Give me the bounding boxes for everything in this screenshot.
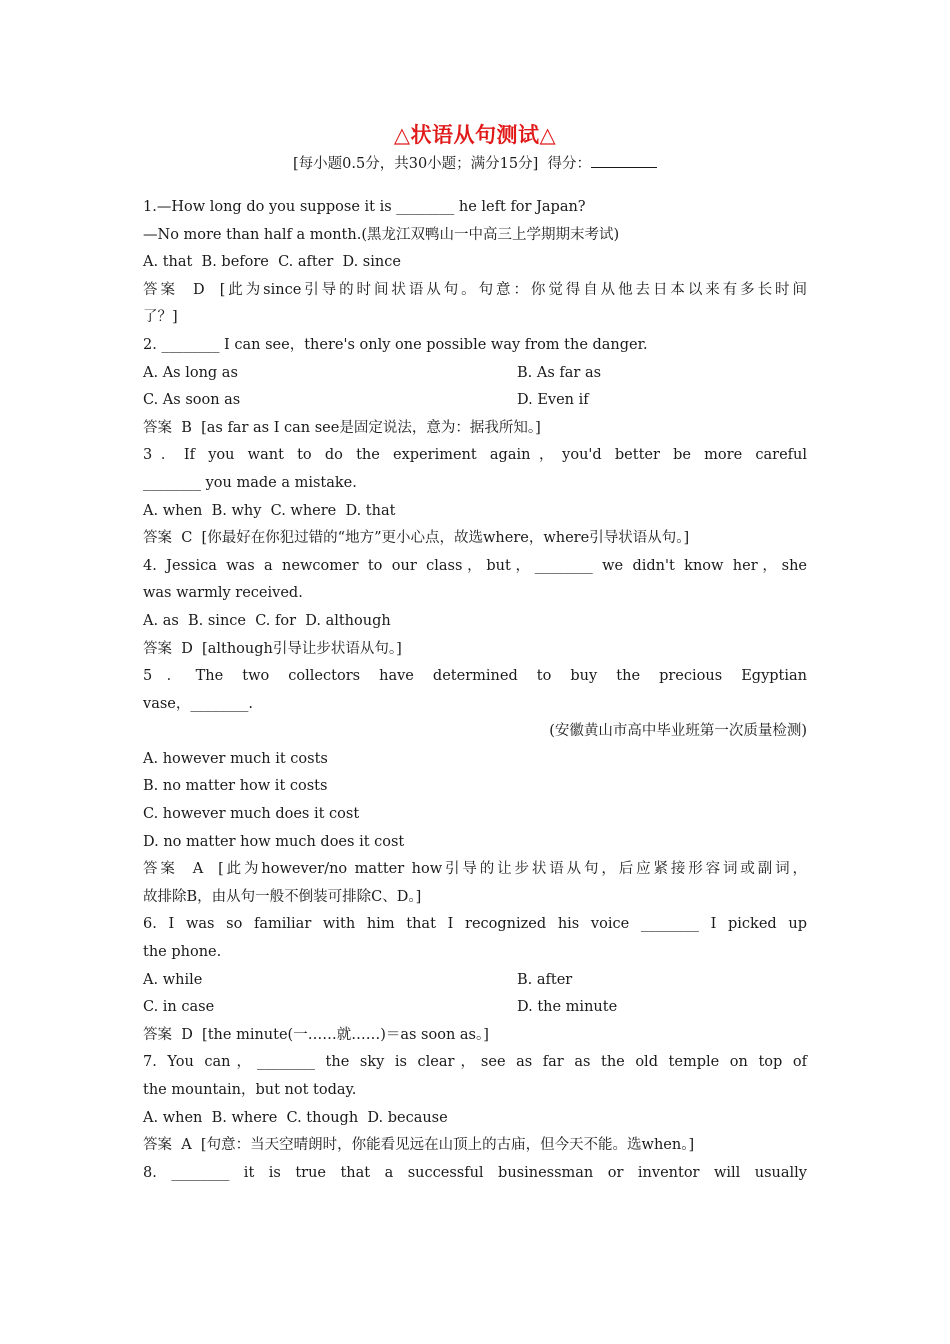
question-item [143, 194, 807, 332]
question-stem-line: 1.—How long do you suppose it is ________ he left for Japan? [143, 199, 586, 215]
question-stem-line: —No more than half a month.(黑龙江双鸭山一中高三上学期期末考试) [143, 226, 620, 243]
option-c: C. however much does it cost [143, 806, 360, 823]
answer-line: 答案 D [the minute(一……就……)＝as soon as。] [143, 1026, 489, 1043]
option-b: B. As far as [517, 364, 602, 381]
question-item [143, 1049, 807, 1159]
answer-line: 答案 C [你最好在你犯过错的“地方”更小心点，故选where，where引导状语从句。] [143, 530, 690, 547]
question-stem-line: the phone. [143, 944, 222, 961]
score-info-text: [每小题0.5分，共30小题；满分15分] 得分： [293, 156, 591, 172]
question-item [143, 1160, 807, 1188]
option-b: B. no matter how it costs [143, 778, 328, 795]
question-item [143, 911, 807, 1049]
question-stem-line: 4. Jessica was a newcomer to our class，but，________ we didn't know her，she [143, 557, 807, 574]
question-item [143, 442, 807, 552]
question-options: A. when B. where C. though D. because [143, 1109, 448, 1126]
score-info [143, 152, 807, 176]
options-row [143, 360, 807, 388]
answer-line: 答案 B [as far as I can see是固定说法，意为：据我所知。] [143, 419, 541, 436]
option-b: B. after [517, 971, 573, 988]
option-a: A. however much it costs [143, 750, 328, 767]
question-source: (安徽黄山市高中毕业班第一次质量检测) [549, 723, 807, 740]
question-stem-line: 8. ________ it is true that a successful businessman or inventor will usually [143, 1164, 807, 1181]
question-stem-line: the mountain，but not today. [143, 1082, 357, 1098]
question-options: A. as B. since C. for D. although [143, 612, 391, 629]
option-c: C. As soon as [143, 392, 241, 409]
question-stem-line: 6. I was so familiar with him that I recognized his voice ________ I picked up [143, 916, 807, 933]
question-item [143, 553, 807, 663]
option-d: D. no matter how much does it cost [143, 833, 405, 850]
question-item [143, 663, 807, 911]
option-a: A. while [143, 971, 203, 988]
score-blank [591, 153, 657, 168]
question-options: A. when B. why C. where D. that [143, 502, 396, 519]
answer-line: 答案 D [此为since引导的时间状语从句。句意：你觉得自从他去日本以来有多长时间 [143, 281, 807, 298]
question-item [143, 332, 807, 442]
options-row [143, 387, 807, 415]
question-list [143, 194, 807, 1187]
option-d: D. the minute [517, 999, 618, 1016]
question-stem-line: 3．If you want to do the experiment again，you'd better be more careful [143, 447, 807, 464]
answer-line: 答案 D [although引导让步状语从句。] [143, 640, 402, 657]
options-row [143, 967, 807, 995]
option-d: D. Even if [517, 392, 589, 409]
option-c: C. in case [143, 999, 215, 1016]
question-stem-line: vase，________. [143, 695, 253, 712]
option-a: A. As long as [143, 364, 238, 381]
answer-line: 了？] [143, 309, 178, 326]
question-stem-line: ________ you made a mistake. [143, 474, 357, 491]
question-stem-line: 2. ________ I can see，there's only one possible way from the danger. [143, 336, 648, 353]
options-row [143, 994, 807, 1022]
question-stem-line: was warmly received. [143, 585, 303, 602]
page-title: △状语从句测试△ [393, 123, 557, 147]
answer-line: 答案 A [此为however/no matter how引导的让步状语从句，后应紧接形容词或副词， [143, 861, 807, 878]
answer-line: 故排除B，由从句一般不倒装可排除C、D。] [143, 888, 422, 905]
question-stem-line: 5．The two collectors have determined to buy the precious Egyptian [143, 668, 807, 685]
answer-line: 答案 A [句意：当天空晴朗时，你能看见远在山顶上的古庙，但今天不能。选when。] [143, 1137, 695, 1154]
document-page [143, 120, 807, 1187]
question-options: A. that B. before C. after D. since [143, 254, 401, 271]
question-stem-line: 7. You can，________ the sky is clear，see as far as the old temple on top of [143, 1054, 807, 1071]
